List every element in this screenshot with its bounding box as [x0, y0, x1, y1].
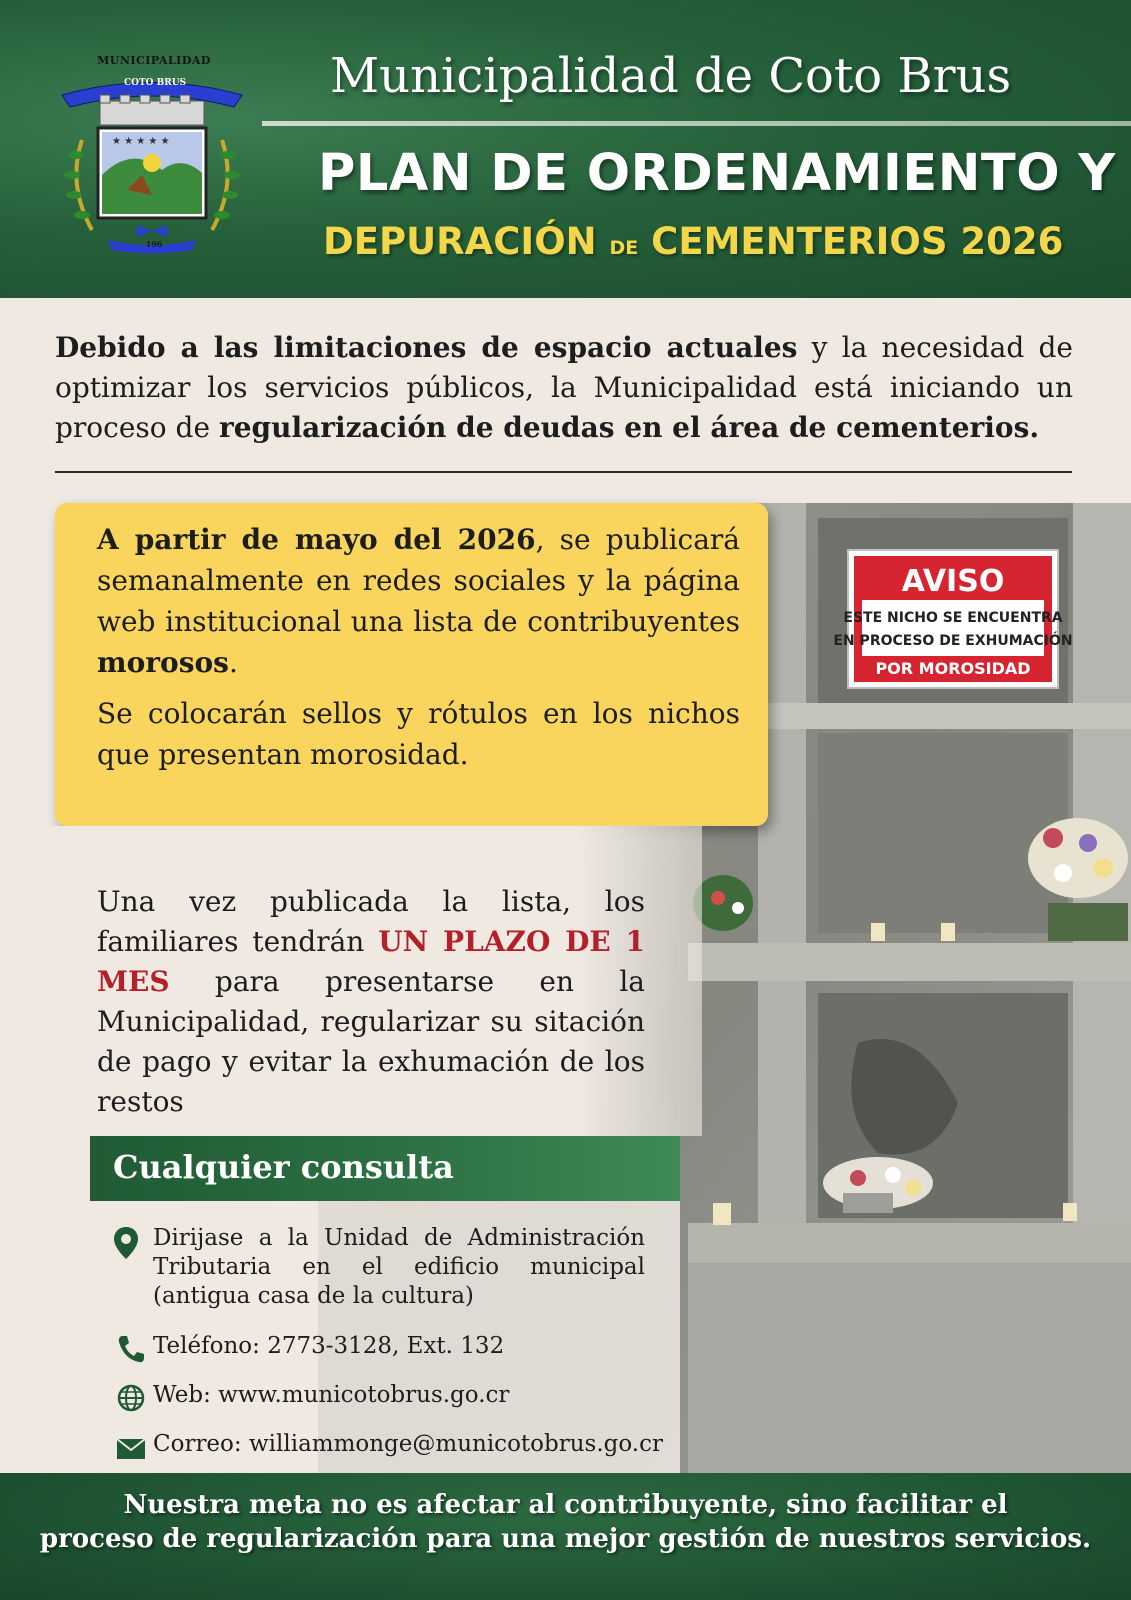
sign-line-3: POR MOROSIDAD [875, 659, 1031, 678]
notice-box [55, 503, 768, 826]
intro-paragraph [55, 328, 1073, 448]
plan-subtitle [323, 220, 1103, 263]
footer-message [30, 1488, 1101, 1556]
notice-paragraph-1 [97, 519, 740, 683]
notice-bold-1: A partir de mayo del 2026 [97, 523, 536, 556]
sign-line-2: EN PROCESO DE EXHUMACIÓN [833, 633, 1073, 649]
globe-icon [116, 1383, 146, 1413]
intro-text-1: y la necesidad de optimizar los servicios públicos, la Municipalidad está iniciando un proceso de [55, 331, 1073, 444]
deadline-text-1: Una vez publicada la lista, los familiares tendrán [97, 885, 645, 958]
footer-line-1: Nuestra meta no es afectar al contribuyente, sino facilitar el [123, 1490, 1008, 1520]
notice-paragraph-2: Se colocarán sellos y rótulos en los nichos que presentan morosidad. [97, 697, 740, 771]
subtitle-part2: CEMENTERIOS 2026 [651, 220, 1064, 263]
logo-year-text: 196 [145, 239, 163, 249]
phone-icon [116, 1334, 146, 1364]
subtitle-part1: DEPURACIÓN [323, 220, 597, 263]
logo-top-text: MUNICIPALIDAD [97, 54, 211, 67]
contact-phone: Teléfono: 2773-3128, Ext. 132 [153, 1333, 505, 1359]
mail-icon [116, 1438, 146, 1460]
notice-text-1: , se publicará semanalmente en redes sociales y la página web institucional una lista de contribuyentes [97, 523, 741, 638]
header-divider-line [262, 121, 1131, 126]
subtitle-connector: DE [609, 237, 639, 259]
svg-text:★ ★ ★ ★ ★: ★ ★ ★ ★ ★ [112, 136, 170, 147]
section-divider [55, 471, 1072, 473]
deadline-text-2: para presentarse en la Municipalidad, regularizar su sitación de pago y evitar la exhumación de los restos [97, 965, 645, 1118]
notice-bold-2: morosos [97, 646, 229, 679]
sign-title: AVISO [901, 564, 1005, 599]
intro-bold-2: regularización de deudas en el área de cementerios. [218, 411, 1040, 444]
logo-banner-text: COTO BRUS [123, 78, 187, 88]
footer-line-2: proceso de regularización para una mejor gestión de nuestros servicios. [39, 1524, 1092, 1554]
municipality-title: Municipalidad de Coto Brus [330, 48, 1012, 104]
contact-web: Web: www.municotobrus.go.cr [153, 1382, 510, 1408]
location-pin-icon [113, 1226, 139, 1260]
deadline-paragraph [97, 882, 645, 1122]
intro-bold-1: Debido a las limitaciones de espacio actuales [55, 331, 798, 364]
contact-email: Correo: williammonge@municotobrus.go.cr [153, 1431, 663, 1457]
municipality-logo [52, 45, 252, 260]
notice-text-2: . [228, 646, 238, 679]
plan-title: PLAN DE ORDENAMIENTO Y [318, 144, 1116, 203]
contact-title: Cualquier consulta [113, 1148, 454, 1186]
deadline-highlight: UN PLAZO DE 1 MES [97, 925, 645, 998]
contact-address: Dirijase a la Unidad de Administración Tributaria en el edificio municipal (antigua casa de la cultura) [153, 1225, 645, 1309]
sign-line-1: ESTE NICHO SE ENCUENTRA [843, 610, 1063, 626]
